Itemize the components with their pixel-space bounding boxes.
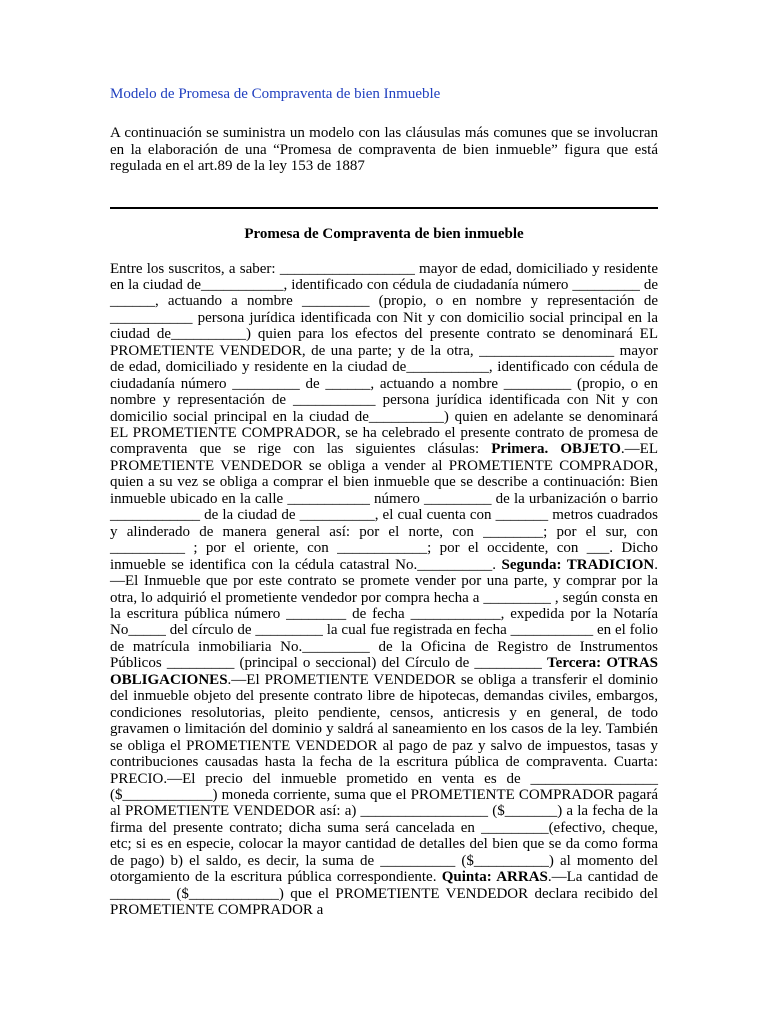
body-segment-1: Entre los suscritos, a saber: __________________ mayor de edad, domiciliado y residente en la ciudad de___________, identificado con cédula de ciudadanía número _________ de ______, actuando a nombre _________ (propio, o en nombre y representación de ___________ persona jurídica identificada con Nit y con domicilio social principal en la ciudad de__________) quien para los efectos del presente contrato se denominará EL PROMETIENTE VENDEDOR, de una parte; y de la otra, __________________ mayor de edad, domiciliado y residente en la ciudad de___________, identificado con cédula de ciudadanía número _________ de ______, actuando a nombre _________ (propio, o en nombre y representación de ___________ persona jurídica identificada con Nit y con domicilio social principal en la ciudad de__________) quien en adelante se denominará EL PROMETIENTE COMPRADOR, se ha celebrado el presente contrato de promesa de compraventa que se rige con las siguientes clásulas: <box>110 260 658 458</box>
clause-heading-otras-obligaciones: Tercera: OTRAS OBLIGACIONES <box>110 655 658 688</box>
document-title: Promesa de Compraventa de bien inmueble <box>244 225 524 242</box>
page-link-title[interactable]: Modelo de Promesa de Compraventa de bien Inmueble <box>110 86 441 102</box>
document-page <box>110 84 658 919</box>
body-segment-4: .—El PROMETIENTE VENDEDOR se obliga a transferir el dominio del inmueble objeto del presente contrato libre de hipotecas, demandas civiles, embargos, condiciones resolutorias, pleito pendiente, censos, anticresis y en general, de todo gravamen o limitación del dominio y saldrá al saneamiento en los casos de la ley. También se obliga el PROMETIENTE VENDEDOR al pago de paz y salvo de impuestos, tasas y contribuciones causadas hasta la fecha de la escritura pública de compraventa. Cuarta: PRECIO.—El precio del inmueble prometido en venta es de _________________ ($____________) moneda corriente, suma que el PROMETIENTE COMPRADOR pagará al PROMETIENTE VENDEDOR así: a) _________________ ($_______) a la fecha de la firma del presente contrato; dicha suma será cancelada en _________(efectivo, cheque, etc; si es en especie, colocar la mayor cantidad de detalles del bien que se da como forma de pago) b) el saldo, es decir, la suma de __________ ($__________) al momento del otorgamiento de la escritura pública correspondiente. <box>110 671 658 886</box>
body-segment-2: .—EL PROMETIENTE VENDEDOR se obliga a vender al PROMETIENTE COMPRADOR, quien a su vez se obliga a comprar el bien inmueble que se describe a continuación: Bien inmueble ubicado en la calle ___________ número _________ de la urbanización o barrio ____________ de la ciudad de __________, el cual cuenta con _______ metros cuadrados y alinderado de manera general así: por el norte, con ________; por el sur, con __________ ; por el oriente, con ____________; por el occidente, con ___. Dicho inmueble se identifica con la cédula catastral No.__________. <box>110 441 658 573</box>
clause-heading-arras: Quinta: ARRAS <box>441 869 548 886</box>
intro-paragraph: A continuación se suministra un modelo con las cláusulas más comunes que se involucran en la elaboración de una “Promesa de compraventa de bien inmueble” figura que está regulada en el art.89 de la ley 153 de 1887 <box>110 125 658 174</box>
section-divider <box>110 207 658 209</box>
clause-heading-tradicion: Segunda: TRADICION <box>501 556 655 573</box>
body-segment-3: . —El Inmueble que por este contrato se promete vender por una parte, y comprar por la otra, lo adquirió el prometiente vendedor por compra hecha a _________ , según consta en la escritura pública número ________ de fecha ____________, expedida por la Notaría No_____ del círculo de _________ la cual fue registrada en fecha ___________ en el folio de matrícula inmobiliaria No._________ de la Oficina de Registro de Instrumentos Públicos _________ (principal o seccional) del Círculo de _________ <box>110 556 659 672</box>
contract-body <box>110 261 658 919</box>
body-segment-5: .—La cantidad de ________ ($____________) que el PROMETIENTE VENDEDOR declara recibido del PROMETIENTE COMPRADOR a <box>110 869 658 919</box>
clause-heading-objeto: Primera. OBJETO <box>491 441 621 458</box>
